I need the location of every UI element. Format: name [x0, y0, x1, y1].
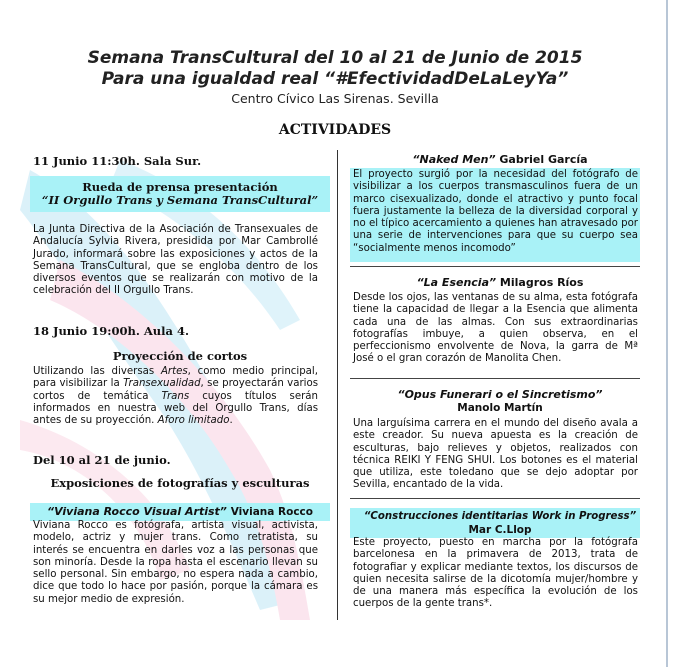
naked-artist: Gabriel García [499, 153, 588, 166]
artist1-body: Viviana Rocco es fotógrafa, artista visual, activista, modelo, actriz y mujer trans. Como retratista, su interés se encuentra en darles voz a las personas que son minoría. Desde la ropa hasta el escenario llevan su sello personal. Sin embargo, no espera nada a cambio, dice que todo lo hace por pasión, porque la cámara es su mejor medio de expresión. [33, 520, 318, 605]
esencia-artist: Milagros Ríos [499, 276, 584, 289]
event2-date: 18 Junio 19:00h. Aula 4. [33, 324, 189, 338]
title-line-2: Para una igualdad real “#EfectividadDeLaLeyYa” [101, 69, 569, 89]
construcciones-title: “Construcciones identitarias Work in Progress” [363, 511, 637, 522]
venue: Centro Cívico Las Sirenas. Sevilla [231, 91, 439, 106]
esencia-title: “La Esencia” [416, 276, 497, 289]
opus-body: Una larguísima carrera en el mundo del diseño avala a este creador. Su nueva apuesta es la creación de esculturas, bajo relieves y objetos, realizados con técnica REIKI Y FENG SHUI. Los botones es el material que utiliza, este toledano que se dejo adoptar por Sevilla, encantado de la vida. [353, 418, 638, 491]
event2-body-em2: Transexualidad [123, 378, 201, 390]
event2-body-part5: . [229, 415, 233, 427]
separator-3 [350, 498, 640, 499]
event2-body [33, 366, 318, 427]
event2-body-em3: Trans [161, 390, 190, 402]
event2-body-em1: Artes [160, 366, 188, 377]
event2-body-part3: , se proyectarán varios cortos de temática [33, 378, 318, 402]
event2-body-part2: , como medio principal, para visibilizar la [33, 366, 318, 390]
event3-title: Exposiciones de fotografías y esculturas [50, 476, 310, 490]
event3-date: Del 10 al 21 de junio. [33, 453, 171, 467]
event2-body-part1: Utilizando las diversas [33, 366, 161, 377]
esencia-body: Desde los ojos, las ventanas de su alma, esta fotógrafa tiene la capacidad de llegar a la Esencia que alimenta cada una de las almas. Con sus extraordinarias fotografías imbuye, a quien observa, en el perfeccionismo envolvente de Nova, la garra de Mª José o el gran corazón de Manolita Chen. [353, 292, 638, 365]
separator-1 [350, 266, 640, 267]
event1-body: La Junta Directiva de la Asociación de Transexuales de Andalucía Sylvia Rivera, presidida por Mar Cambrollé Jurado, informará sobre las exposiciones y actos de la Semana TransCultural, que se engloba dentro de los diversos eventos que se realizarán con motivo de la celebración del II Orgullo Trans. [33, 224, 318, 297]
event2-body-em4: Aforo limitado [157, 415, 230, 427]
event1-title-line2: “II Orgullo Trans y Semana TransCultural” [41, 193, 319, 207]
event1-title [30, 181, 330, 207]
opus-title: “Opus Funerari o el Sincretismo” [397, 388, 603, 401]
opus-artist: Manolo Martín [457, 401, 543, 414]
title-line-1: Semana TransCultural del 10 al 21 de Junio de 2015 [87, 48, 583, 68]
esencia-heading [350, 277, 650, 290]
artist1-name: Viviana Rocco [230, 506, 313, 518]
event2-body-part4: cuyos títulos serán informados en nuestra web del Orgullo Trans, días antes de su proyección. [33, 390, 319, 427]
event1-date: 11 Junio 11:30h. Sala Sur. [33, 154, 202, 168]
naked-title: “Naked Men” [412, 153, 496, 166]
naked-body: El proyecto surgió por la necesidad del fotógrafo de visibilizar a los cuerpos transmasculinos fuera de un marco cisexualizado, donde el atractivo y punto focal fuera justamente la belleza de la diversidad corporal y no el típico acercamiento a quienes han atravesado por una serie de intervenciones para que su cuerpo sea “socialmente menos incomodo” [353, 169, 638, 254]
construcciones-artist: Mar C.Llop [468, 523, 532, 536]
opus-heading [350, 389, 650, 414]
section-heading: ACTIVIDADES [278, 122, 392, 138]
column-divider [337, 150, 338, 620]
artist1-title: “Viviana Rocco Visual Artist” [47, 505, 227, 518]
construcciones-heading [350, 511, 650, 536]
separator-2 [350, 378, 640, 379]
event2-title: Proyección de cortos [112, 349, 248, 363]
event1-title-line1: Rueda de prensa presentación [82, 180, 278, 194]
artist1-heading [30, 506, 330, 519]
construcciones-body: Este proyecto, puesto en marcha por la fotógrafa barcelonesa en la primavera de 2013, trata de fotografiar y explicar mediante textos, los discursos de quien necesita salirse de la dicotomía mujer/hombre y de una manera más específica la evolución de los cuerpos de la gente trans*. [353, 537, 638, 610]
naked-heading [350, 154, 650, 167]
